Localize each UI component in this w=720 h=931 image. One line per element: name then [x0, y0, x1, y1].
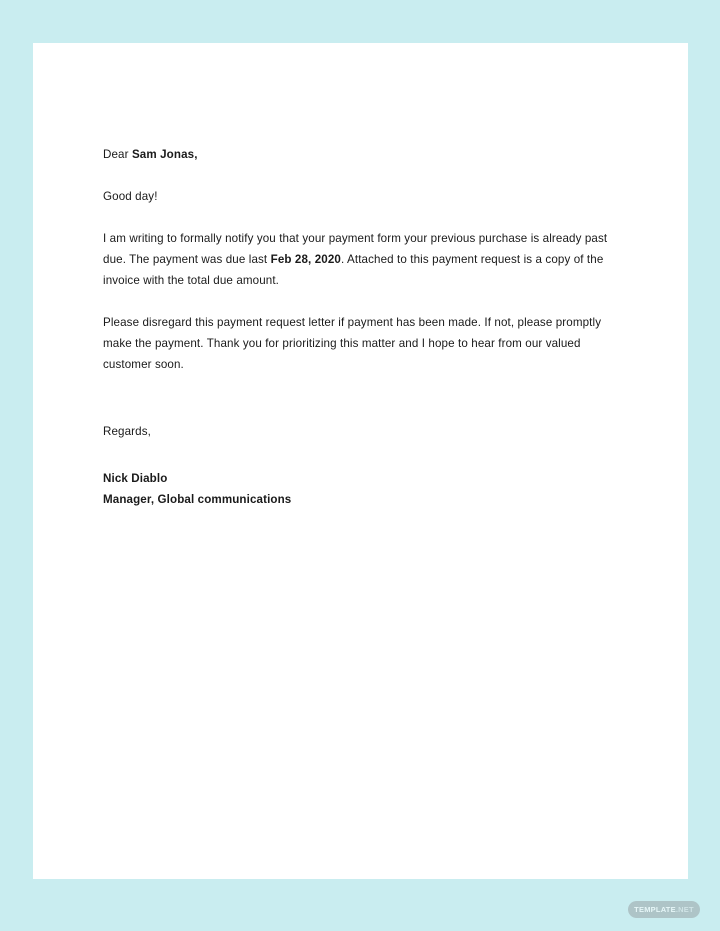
watermark-tld-text: .NET — [675, 905, 694, 914]
signature-title: Manager, Global communications — [103, 493, 292, 506]
paragraph-1-text-before-date: I am writing to formally notify you that your payment form your previous purchase is already past due. The payment was due last — [103, 232, 608, 266]
salutation-line — [103, 144, 611, 165]
body-paragraph-2: Please disregard this payment request letter if payment has been made. If not, please promptly make the payment. Thank you for prioritizing this matter and I hope to hear from our valued customer soon. — [103, 316, 602, 371]
letter-content — [103, 144, 611, 510]
letter-page — [33, 43, 688, 879]
recipient-name: Sam Jonas, — [131, 148, 198, 161]
salutation-prefix: Dear — [103, 148, 132, 161]
signature-spacer — [103, 375, 611, 421]
body-paragraph-1 — [103, 228, 611, 291]
template-watermark-badge — [628, 901, 700, 918]
due-date: Feb 28, 2020 — [270, 253, 341, 266]
closing-line: Regards, — [103, 425, 151, 438]
paragraph-1-text-after-date: . Attached to this payment request is a copy of the invoice with the total due amount. — [103, 253, 604, 287]
watermark-main-text: TEMPLATE — [634, 905, 676, 914]
greeting-line: Good day! — [103, 190, 158, 203]
signature-name: Nick Diablo — [103, 472, 168, 485]
